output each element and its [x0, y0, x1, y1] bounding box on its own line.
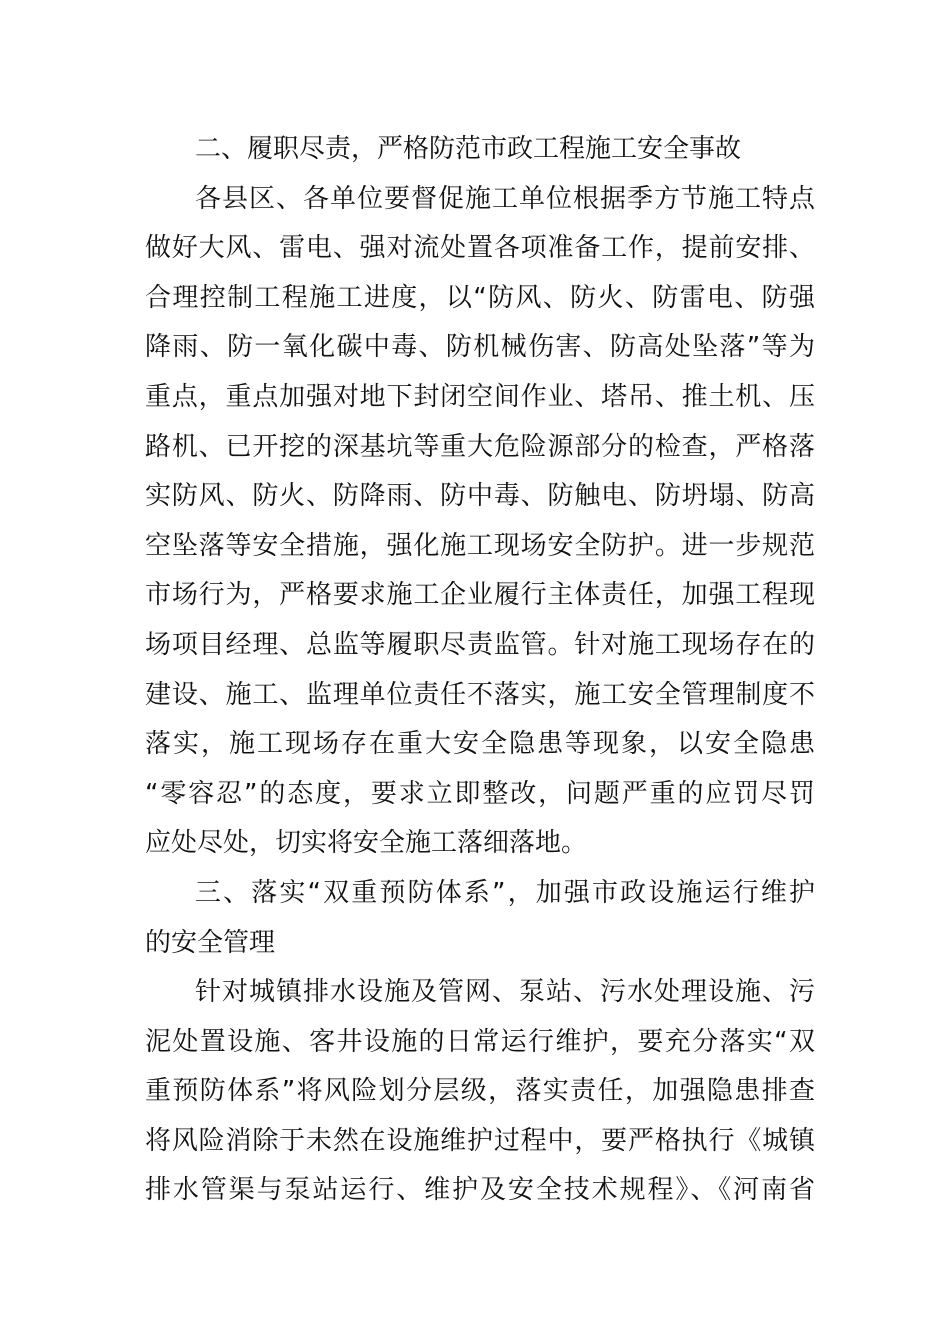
paragraph-line: 空坠落等安全措施，强化施工现场安全防护。进一步规范: [145, 530, 815, 561]
paragraph-line: “零容忍”的态度，要求立即整改，问题严重的应罚尽罚: [145, 778, 815, 809]
paragraph-line: 做好大风、雷电、强对流处置各项准备工作，提前安排、: [145, 233, 815, 264]
paragraph-line: 各县区、各单位要督促施工单位根据季方节施工特点: [195, 183, 815, 214]
section-heading-3: 三、落实“双重预防体系”，加强市政设施运行维护: [195, 877, 815, 908]
paragraph-line: 场项目经理、总监等履职尽责监管。针对施工现场存在的: [145, 629, 815, 660]
paragraph-line: 建设、施工、监理单位责任不落实，施工安全管理制度不: [145, 679, 815, 710]
paragraph-line: 将风险消除于未然在设施维护过程中，要严格执行《城镇: [145, 1125, 815, 1156]
paragraph-line: 针对城镇排水设施及管网、泵站、污水处理设施、污: [195, 977, 815, 1008]
paragraph-line: 泥处置设施、客井设施的日常运行维护，要充分落实“双: [145, 1026, 815, 1057]
paragraph-line: 重预防体系”将风险划分层级，落实责任，加强隐患排查: [145, 1076, 815, 1107]
paragraph-line: 实防风、防火、防降雨、防中毒、防触电、防坍塌、防高: [145, 481, 815, 512]
paragraph-line-last: 应处尽处，切实将安全施工落细落地。: [145, 828, 588, 859]
paragraph-line: 路机、已开挖的深基坑等重大危险源部分的检查，严格落: [145, 431, 815, 462]
paragraph-line: 降雨、防一氧化碳中毒、防机械伤害、防高处坠落”等为: [145, 332, 815, 363]
paragraph-line: 落实，施工现场存在重大安全隐患等现象，以安全隐患: [145, 729, 815, 760]
document-body: [145, 125, 815, 1216]
section-heading-2: 二、履职尽责，严格防范市政工程施工安全事故: [195, 134, 742, 164]
paragraph-line: 市场行为，严格要求施工企业履行主体责任，加强工程现: [145, 580, 815, 611]
section-heading-3-continued: 的安全管理: [145, 927, 276, 958]
paragraph-line: 排水管渠与泵站运行、维护及安全技术规程》、《河南省: [145, 1175, 815, 1206]
paragraph-line: 重点，重点加强对地下封闭空间作业、塔吊、推土机、压: [145, 381, 815, 412]
paragraph-line: 合理控制工程施工进度，以“防风、防火、防雷电、防强: [145, 282, 815, 313]
